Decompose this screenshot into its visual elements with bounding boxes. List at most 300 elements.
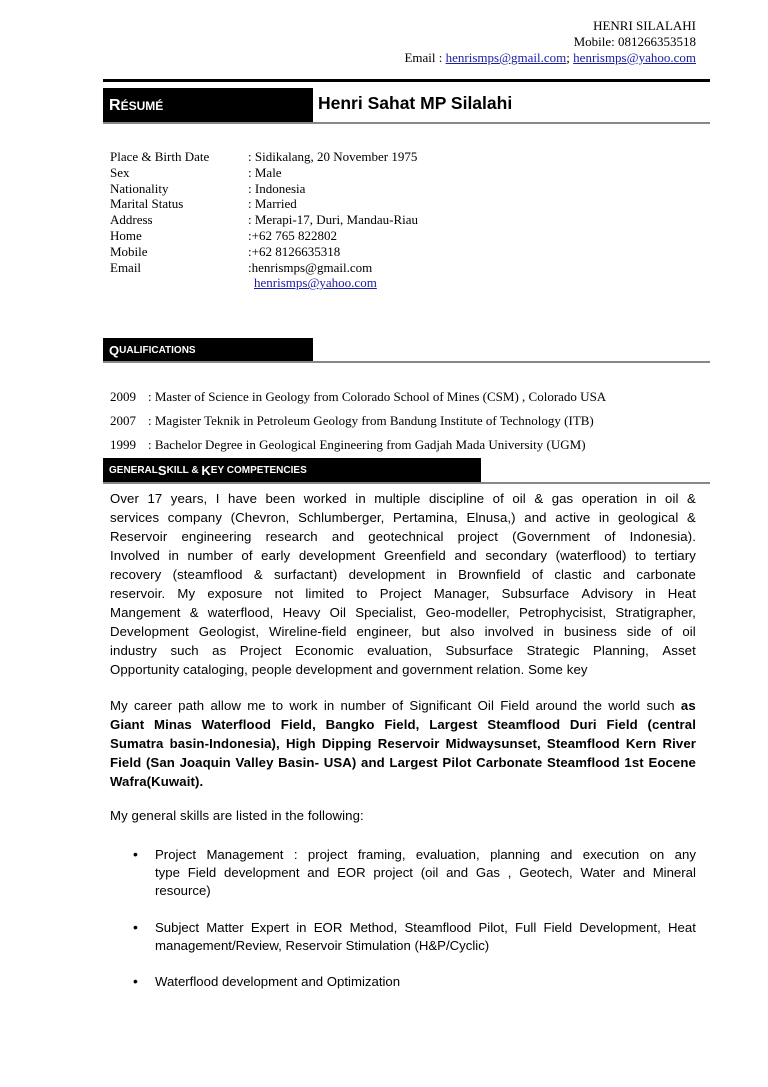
word: Advisory (581, 586, 633, 601)
word: number (340, 698, 386, 713)
info-label (110, 275, 248, 291)
word: 1st (624, 755, 644, 770)
info-label: Email (110, 259, 142, 275)
word: early (261, 548, 291, 563)
word: tertiary (654, 548, 696, 563)
word: oil (682, 624, 696, 639)
info-value: :+62 8126635318 (248, 243, 341, 259)
word: Pertamina, (393, 510, 458, 525)
word: on (649, 847, 665, 862)
word: business (564, 624, 617, 639)
header-mobile: Mobile: 081266353518 (573, 34, 696, 49)
word: evaluation, (415, 847, 480, 862)
line-text: resource) (155, 883, 211, 898)
word: and (446, 865, 469, 880)
word: Subsurface (501, 586, 570, 601)
word: and (524, 510, 547, 525)
word: Steamflood (487, 717, 561, 732)
word: oil (512, 491, 526, 506)
word: in (645, 586, 656, 601)
word: clastic (554, 567, 592, 582)
text-line (110, 565, 696, 584)
line-text: management/Review, Reservoir Stimulation (H&P/Cyclic) (155, 938, 490, 953)
qualifications-initial: Q (109, 343, 120, 358)
info-value: :+62 765 822802 (248, 227, 337, 243)
word: Dipping (321, 736, 372, 751)
skills-intro (110, 806, 696, 825)
word: Project (155, 847, 197, 862)
word: in (543, 624, 555, 639)
qualification-year: 2009 (110, 389, 136, 404)
word: Field (187, 865, 217, 880)
word: but (421, 624, 441, 639)
word: Involved (110, 548, 160, 563)
bullet-item (133, 846, 696, 900)
word: of (661, 624, 673, 639)
word: Development, (579, 920, 661, 935)
word: limited (305, 586, 345, 601)
word: allow (210, 698, 242, 713)
word: in (323, 698, 335, 713)
resume-initial: R (109, 97, 121, 114)
word: (oil (420, 865, 439, 880)
word: not (274, 586, 294, 601)
info-row (110, 275, 418, 291)
word: Geo-modeller, (425, 605, 510, 620)
text-line (155, 937, 696, 955)
info-label: Address (110, 212, 153, 228)
word: Field (606, 717, 638, 732)
text-line (155, 882, 696, 900)
word: Some (528, 662, 567, 677)
text-line (155, 864, 696, 882)
skills-bar-part: K (201, 463, 211, 478)
word: Brownfield (458, 567, 521, 582)
word: me (247, 698, 266, 713)
word: Carbonate (476, 755, 543, 770)
word: operation (581, 491, 638, 506)
word: Gas (475, 865, 501, 880)
word: discipline (428, 491, 485, 506)
info-label: Home (110, 227, 142, 243)
info-row (110, 212, 418, 228)
word: Schlumberger, (298, 510, 385, 525)
word: : (293, 847, 298, 862)
text-line (110, 584, 696, 603)
resume-rest: ÉSUMÉ (120, 99, 164, 113)
word: Greenfield (384, 548, 446, 563)
word: Mineral (652, 865, 696, 880)
word: Heavy (282, 605, 321, 620)
text-line (110, 641, 696, 660)
word: gas (551, 491, 574, 506)
text-line (110, 603, 696, 622)
word: oil (665, 491, 679, 506)
info-value: : Married (248, 196, 297, 212)
word: & (687, 491, 696, 506)
paragraph-career-path (110, 696, 696, 791)
text-line (110, 527, 696, 546)
skills-intro-text: My general skills are listed in the following: (110, 808, 364, 823)
word: project (373, 865, 413, 880)
word: framing, (357, 847, 406, 862)
word: 17 (147, 491, 163, 506)
word: Basin- (278, 755, 320, 770)
text-line (110, 753, 696, 772)
word: Duri (569, 717, 597, 732)
word: Subsurface (445, 643, 514, 658)
word: of (241, 548, 253, 563)
word: Water (580, 865, 616, 880)
word: secondary (485, 548, 548, 563)
email-link-yahoo[interactable]: henrismps@yahoo.com (254, 275, 377, 291)
word: Development (110, 624, 189, 639)
info-label: Sex (110, 164, 130, 180)
word: Over (110, 491, 139, 506)
word: work (289, 698, 318, 713)
header-rule (103, 79, 710, 82)
word: & (253, 567, 263, 582)
qualification-row (110, 413, 594, 429)
word: active (555, 510, 591, 525)
word: geotechnical (368, 529, 444, 544)
word: (San (145, 755, 175, 770)
info-row (110, 149, 418, 165)
skills-bar-part: EY COMPETENCIES (210, 465, 307, 476)
word: Petrophycisist, (518, 605, 607, 620)
word: of (604, 529, 616, 544)
word: in (168, 548, 179, 563)
word: Waterflood (201, 717, 272, 732)
word: Stratigrapher, (615, 605, 696, 620)
word: Manager, (433, 586, 490, 601)
word: Wireline-field (268, 624, 347, 639)
word: project (457, 529, 498, 544)
info-value: : Indonesia (248, 180, 306, 196)
skills-bar (103, 458, 481, 483)
word: services (110, 510, 160, 525)
word: such (170, 643, 199, 658)
word: and (376, 662, 403, 677)
word: Project (379, 586, 422, 601)
word: Bangko (325, 717, 375, 732)
bullet-text (155, 973, 696, 991)
word: as (212, 643, 227, 658)
word: Valley (235, 755, 274, 770)
word: EOR (313, 920, 343, 935)
word: Pilot, (478, 920, 508, 935)
skills-bar-part: GENERAL (109, 465, 158, 476)
word: world (608, 698, 641, 713)
word: My (177, 586, 196, 601)
qualifications-bar-line (103, 361, 710, 363)
skills-bar-part: KILL & (166, 465, 202, 476)
word: Field (500, 698, 530, 713)
text-line (110, 508, 696, 527)
word: government (402, 662, 477, 677)
word: career (133, 698, 172, 713)
word: and (307, 865, 330, 880)
resume-bar (103, 88, 313, 124)
word: path (178, 698, 205, 713)
word: in (296, 920, 307, 935)
word: have (228, 491, 258, 506)
bullet-text (155, 846, 696, 900)
word: Eocene (648, 755, 696, 770)
info-row (110, 181, 418, 197)
word: worked (303, 491, 347, 506)
word: Geotech, (519, 865, 573, 880)
word: to (635, 548, 647, 563)
word: of (531, 567, 544, 582)
bullet-text (155, 919, 696, 955)
word: Expert (250, 920, 289, 935)
info-value: : Sidikalang, 20 November 1975 (248, 149, 418, 164)
email-separator: ; (566, 50, 574, 65)
word: USA) (323, 755, 357, 770)
word: Field (543, 920, 573, 935)
word: I (215, 491, 220, 506)
word: involved (484, 624, 534, 639)
text-line (155, 973, 696, 991)
word: (Chevron, (230, 510, 290, 525)
word: Minas (153, 717, 192, 732)
line-text: Waterflood development and Optimization (155, 974, 401, 989)
word: Sumatra (110, 736, 164, 751)
word: carbonate (636, 567, 696, 582)
text-line (110, 489, 696, 508)
word: industry (110, 643, 157, 658)
info-row (110, 165, 418, 181)
word: as (680, 698, 696, 713)
word: multiple (374, 491, 421, 506)
word: any (674, 847, 696, 862)
word: and (550, 847, 573, 862)
word: & (534, 491, 544, 506)
word: Reservoir (110, 529, 168, 544)
qualifications-bar (103, 338, 313, 363)
word: Subject (155, 920, 199, 935)
word: company (167, 510, 223, 525)
qualification-text: : Master of Science in Geology from Colorado School of Mines (CSM) , Colorado USA (148, 389, 607, 404)
word: of (392, 698, 404, 713)
paragraph-experience (110, 489, 696, 679)
word: Full (515, 920, 537, 935)
word: Steamflood (546, 755, 620, 770)
word: execution (582, 847, 640, 862)
text-line (155, 846, 696, 864)
word: and (602, 567, 626, 582)
word: in (598, 510, 610, 525)
qualification-text: : Bachelor Degree in Geological Engineering from Gadjah Mada University (UGM) (148, 437, 586, 452)
word: Field, (384, 717, 420, 732)
word: Asset (662, 643, 696, 658)
text-line (110, 546, 696, 565)
word: to (356, 586, 368, 601)
word: of (492, 491, 504, 506)
qualification-text: : Magister Teknik in Petroleum Geology from Bandung Institute of Technology (ITB) (148, 413, 594, 428)
word: also (450, 624, 475, 639)
word: My (110, 698, 128, 713)
word: to (271, 698, 284, 713)
info-value: : Merapi-17, Duri, Mandau-Riau (248, 212, 419, 228)
word: Heat (668, 920, 696, 935)
word: Economic (294, 643, 354, 658)
qualification-row (110, 437, 586, 453)
email-label: Email : (404, 50, 446, 65)
word: River (662, 736, 696, 751)
word: type (155, 865, 180, 880)
word: project (307, 847, 348, 862)
word: and (454, 548, 477, 563)
qualifications-rest: UALIFICATIONS (119, 345, 196, 356)
word: Planning, (593, 643, 649, 658)
word: Steamflood (404, 920, 472, 935)
word: development (295, 662, 377, 677)
word: around (535, 698, 578, 713)
word: exposure (207, 586, 263, 601)
text-line (155, 919, 696, 937)
word: people (251, 662, 296, 677)
bullet-icon: • (133, 919, 138, 935)
word: & (189, 605, 199, 620)
word: Largest (429, 717, 478, 732)
word: Wafra (110, 774, 147, 789)
word: development (224, 865, 300, 880)
info-label: Mobile (110, 243, 148, 259)
word: recovery (110, 567, 162, 582)
word: Giant (110, 717, 145, 732)
qualification-year: 2007 (110, 413, 136, 428)
qualification-row (110, 389, 606, 405)
email-link-yahoo[interactable]: henrismps@yahoo.com (573, 50, 696, 65)
bullet-item (133, 919, 696, 955)
word: (Government (512, 529, 591, 544)
word: geological (617, 510, 679, 525)
word: basin-Indonesia), (169, 736, 280, 751)
word: High (285, 736, 316, 751)
word: and (361, 755, 385, 770)
word: Strategic (526, 643, 580, 658)
word: planning (490, 847, 540, 862)
word: Kern (625, 736, 657, 751)
word: Joaquin (179, 755, 231, 770)
bullet-item (133, 973, 696, 991)
word: in (436, 567, 447, 582)
info-row (110, 228, 418, 244)
text-line (110, 622, 696, 641)
word: Heat (667, 586, 696, 601)
word: research (265, 529, 318, 544)
email-link-gmail[interactable]: henrismps@gmail.com (445, 50, 567, 65)
text-line (110, 660, 696, 679)
word: Largest (389, 755, 438, 770)
info-row (110, 260, 418, 276)
word: Management (206, 847, 284, 862)
qualification-year: 1999 (110, 437, 136, 452)
word: and (622, 865, 645, 880)
word: (steamflood (172, 567, 243, 582)
word: and (331, 529, 355, 544)
text-line (110, 696, 696, 715)
info-label: Nationality (110, 180, 169, 196)
word: development (298, 548, 376, 563)
word: the (583, 698, 603, 713)
skills-bar-line (103, 482, 710, 484)
text-line (110, 772, 696, 791)
word: , (507, 865, 512, 880)
word: (Kuwait). (146, 774, 204, 789)
word: been (265, 491, 296, 506)
word: Method, (349, 920, 398, 935)
bullet-icon: • (133, 973, 138, 989)
word: cataloging, (183, 662, 252, 677)
word: Steamflood (546, 736, 620, 751)
header-name: HENRI SILALAHI (593, 18, 696, 33)
word: Midwaysunset, (445, 736, 541, 751)
word: Elnusa,) (466, 510, 516, 525)
skills-bar-part: S (157, 463, 167, 478)
word: waterflood, (207, 605, 274, 620)
word: evaluation, (367, 643, 432, 658)
word: side (626, 624, 652, 639)
header-email-line (404, 50, 696, 66)
word: Pilot (442, 755, 472, 770)
info-label: Place & Birth Date (110, 149, 210, 164)
word: Reservoir (377, 736, 440, 751)
word: EOR (337, 865, 366, 880)
word: Opportunity (110, 662, 184, 677)
info-label: Marital Status (110, 196, 184, 212)
word: in (646, 491, 657, 506)
word: years, (170, 491, 208, 506)
word: Field (110, 755, 142, 770)
word: engineer, (356, 624, 412, 639)
word: relation. (476, 662, 529, 677)
text-line (110, 734, 696, 753)
word: Oil (477, 698, 494, 713)
word: such (646, 698, 675, 713)
word: key (566, 662, 588, 677)
word: & (687, 510, 696, 525)
word: Indonesia). (629, 529, 696, 544)
word: Geologist, (198, 624, 260, 639)
word: Significant (409, 698, 472, 713)
info-value: :henrismps@gmail.com (248, 259, 373, 275)
word: engineering (181, 529, 252, 544)
text-line (110, 715, 696, 734)
word: Oil (329, 605, 347, 620)
personal-info (110, 149, 418, 291)
full-name-title: Henri Sahat MP Silalahi (318, 93, 513, 113)
word: Specialist, (355, 605, 417, 620)
word: reservoir. (110, 586, 166, 601)
word: (central (647, 717, 696, 732)
word: Mangement (110, 605, 181, 620)
word: Matter (206, 920, 244, 935)
resume-bar-line (103, 122, 710, 124)
word: Field, (280, 717, 316, 732)
bullet-icon: • (133, 846, 138, 862)
word: surfactant) (273, 567, 338, 582)
word: (waterflood) (555, 548, 627, 563)
word: number (187, 548, 233, 563)
word: development (348, 567, 426, 582)
word: Project (239, 643, 282, 658)
word: in (355, 491, 366, 506)
info-value: : Male (248, 164, 282, 180)
info-row (110, 244, 418, 260)
